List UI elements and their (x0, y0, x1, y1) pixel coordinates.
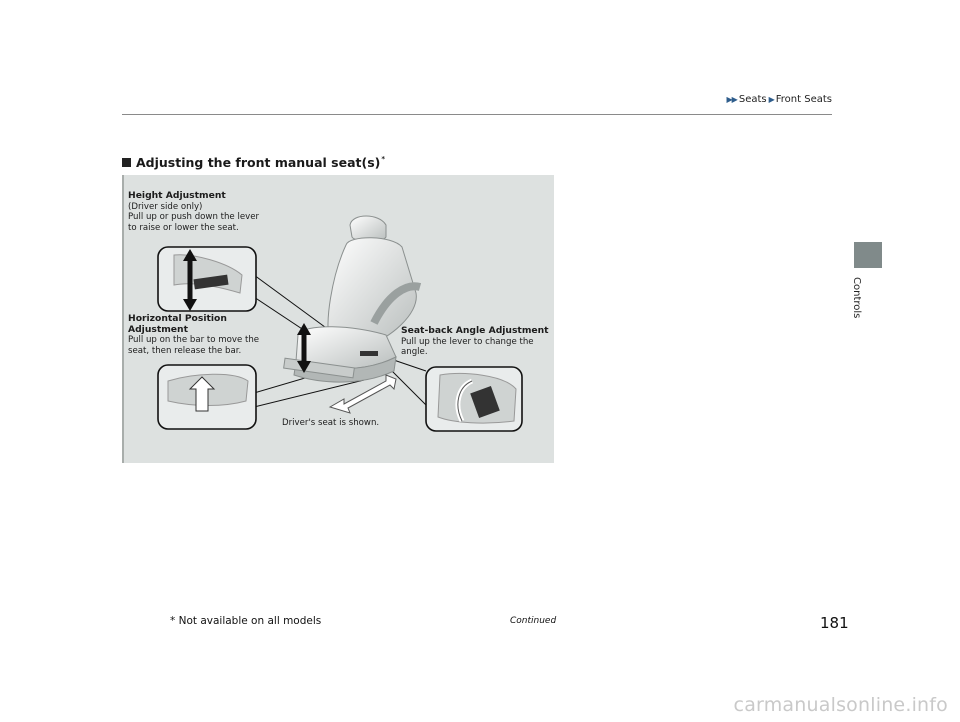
breadcrumb-subsection[interactable]: Front Seats (775, 94, 832, 105)
continued-label: Continued (510, 616, 557, 626)
footnote: * Not available on all models (170, 615, 322, 627)
height-adjustment-title: Height Adjustment (128, 190, 226, 201)
breadcrumb-arrow-icon: ▶ (768, 95, 774, 104)
header-rule (122, 114, 832, 115)
page-number: 181 (820, 614, 849, 632)
horizontal-adjustment-caption (128, 314, 259, 356)
breadcrumb-arrow-icon: ▶▶ (726, 95, 737, 104)
chapter-tab[interactable] (854, 242, 882, 268)
seatback-adjustment-line: angle. (401, 347, 428, 357)
watermark: carmanualsonline.info (733, 694, 948, 716)
height-adjustment-caption (128, 191, 259, 233)
seatback-adjustment-caption (401, 326, 549, 358)
height-adjustment-line: Pull up or push down the lever (128, 212, 260, 222)
chapter-label (852, 277, 882, 347)
inset-height (158, 247, 256, 311)
heading-square-icon (122, 158, 131, 167)
inset-seatback (426, 367, 522, 431)
height-adjustment-line: (Driver side only) (128, 201, 203, 212)
heading-footnote-marker: * (381, 155, 386, 163)
seatback-adjustment-line: Pull up the lever to change the (401, 336, 534, 347)
height-adjustment-line: to raise or lower the seat. (128, 222, 239, 233)
breadcrumb (727, 94, 832, 105)
horizontal-adjustment-line: seat, then release the bar. (128, 345, 242, 356)
inset-horizontal (158, 365, 256, 429)
seatback-adjustment-title: Seat-back Angle Adjustment (401, 325, 549, 336)
horizontal-adjustment-title: Adjustment (128, 323, 188, 335)
chapter-label-text: Controls (851, 277, 862, 319)
section-heading (122, 155, 385, 170)
heading-text: Adjusting the front manual seat(s) (136, 155, 381, 170)
figure-note: Driver's seat is shown. (282, 418, 380, 428)
horizontal-adjustment-title: Horizontal Position (128, 313, 227, 324)
horizontal-adjustment-line: Pull up on the bar to move the (128, 335, 260, 345)
breadcrumb-section[interactable]: Seats (738, 94, 767, 105)
seat-illustration (122, 175, 554, 463)
